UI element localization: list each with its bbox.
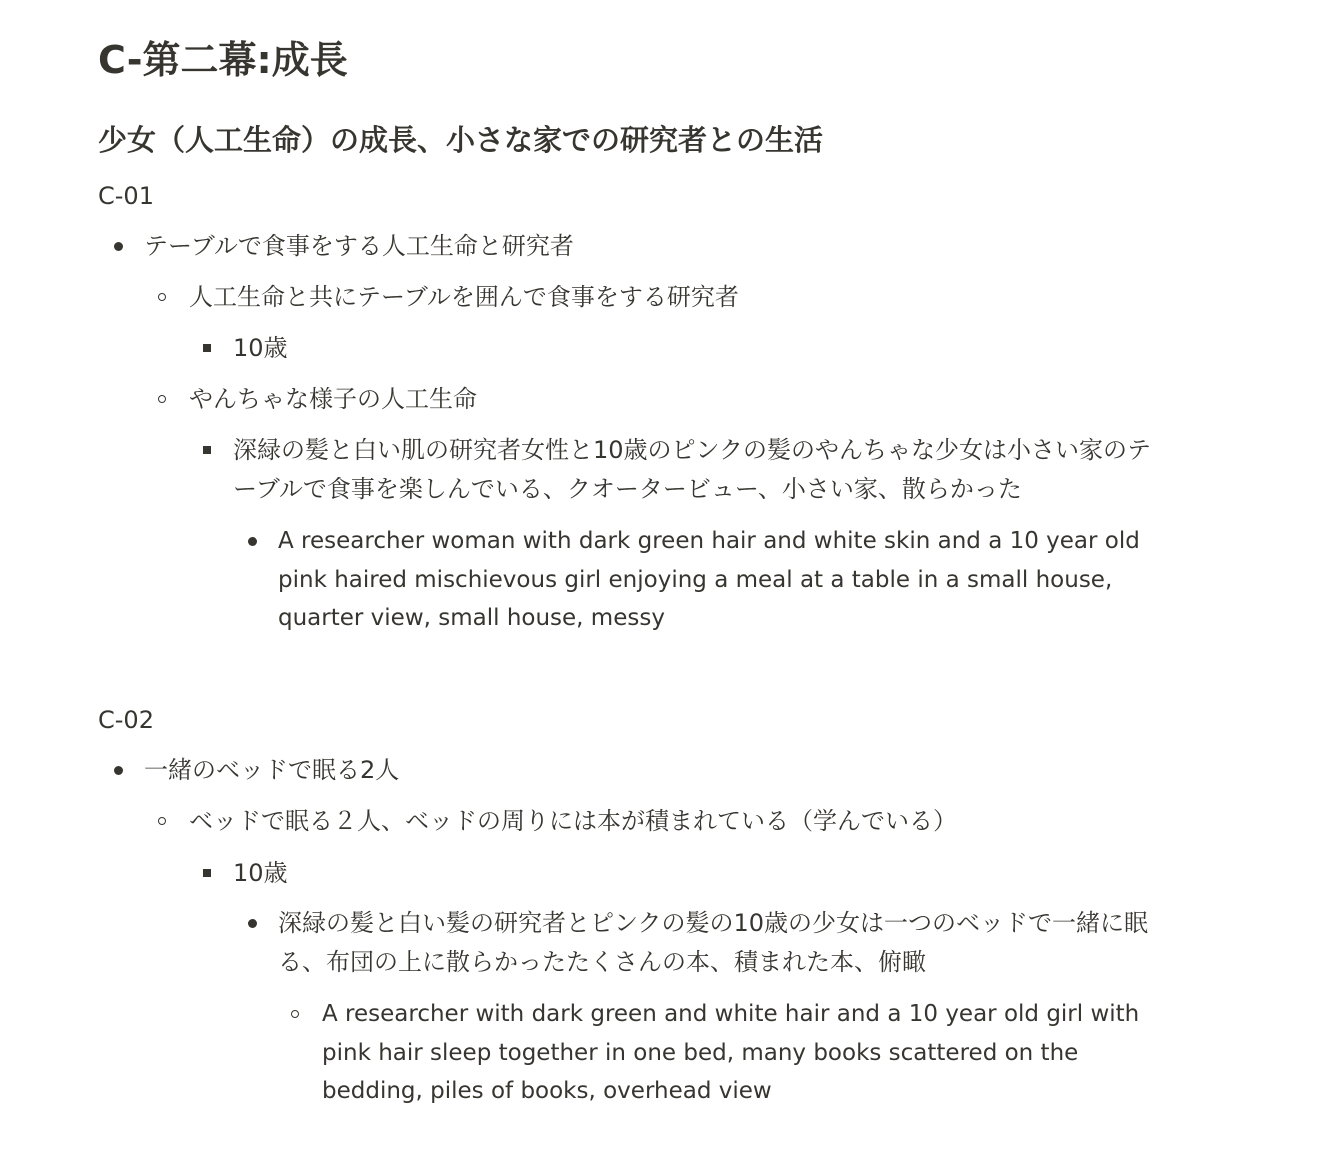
list-item: ベッドで眠る２人、ベッドの周りには本が積まれている（学んでいる） xyxy=(189,802,957,841)
section-label-c02: C-02 xyxy=(98,706,154,734)
page-subtitle: 少女（人工生命）の成長、小さな家での研究者との生活 xyxy=(98,123,824,157)
section-label-c01: C-01 xyxy=(98,182,154,210)
page-title: C-第二幕:成長 xyxy=(98,38,348,82)
bullet-disc-icon xyxy=(114,242,123,251)
list-item: 深緑の髪と白い肌の研究者女性と10歳のピンクの髪のやんちゃな少女は小さい家のテーブルで食事を楽しんでいる、クオータービュー、小さい家、散らかった xyxy=(233,431,1158,508)
list-item: 人工生命と共にテーブルを囲んで食事をする研究者 xyxy=(189,278,739,317)
bullet-square-icon xyxy=(203,344,211,352)
bullet-disc-icon xyxy=(114,766,123,775)
bullet-square-icon xyxy=(203,869,211,877)
bullet-square-icon xyxy=(203,446,211,454)
bullet-disc-icon xyxy=(248,537,257,546)
bullet-circle-icon xyxy=(158,395,166,403)
list-item: 10歳 xyxy=(233,329,288,368)
bullet-circle-icon xyxy=(291,1010,299,1018)
list-item: やんちゃな様子の人工生命 xyxy=(189,380,477,419)
bullet-disc-icon xyxy=(248,919,257,928)
bullet-circle-icon xyxy=(158,817,166,825)
list-item: 10歳 xyxy=(233,854,288,893)
list-item: 深緑の髪と白い髪の研究者とピンクの髪の10歳の少女は一つのベッドで一緒に眠る、布団の上に散らかったたくさんの本、積まれた本、俯瞰 xyxy=(278,904,1178,981)
list-item: A researcher with dark green and white hair and a 10 year old girl with pink hair sleep together in one bed, many books scattered on the bedding, piles of books, overhead view xyxy=(322,995,1152,1111)
list-item: A researcher woman with dark green hair and white skin and a 10 year old pink haired mischievous girl enjoying a meal at a table in a small house, quarter view, small house, messy xyxy=(278,522,1153,638)
list-item: 一緒のベッドで眠る2人 xyxy=(144,751,399,790)
list-item: テーブルで食事をする人工生命と研究者 xyxy=(144,227,574,266)
bullet-circle-icon xyxy=(158,293,166,301)
